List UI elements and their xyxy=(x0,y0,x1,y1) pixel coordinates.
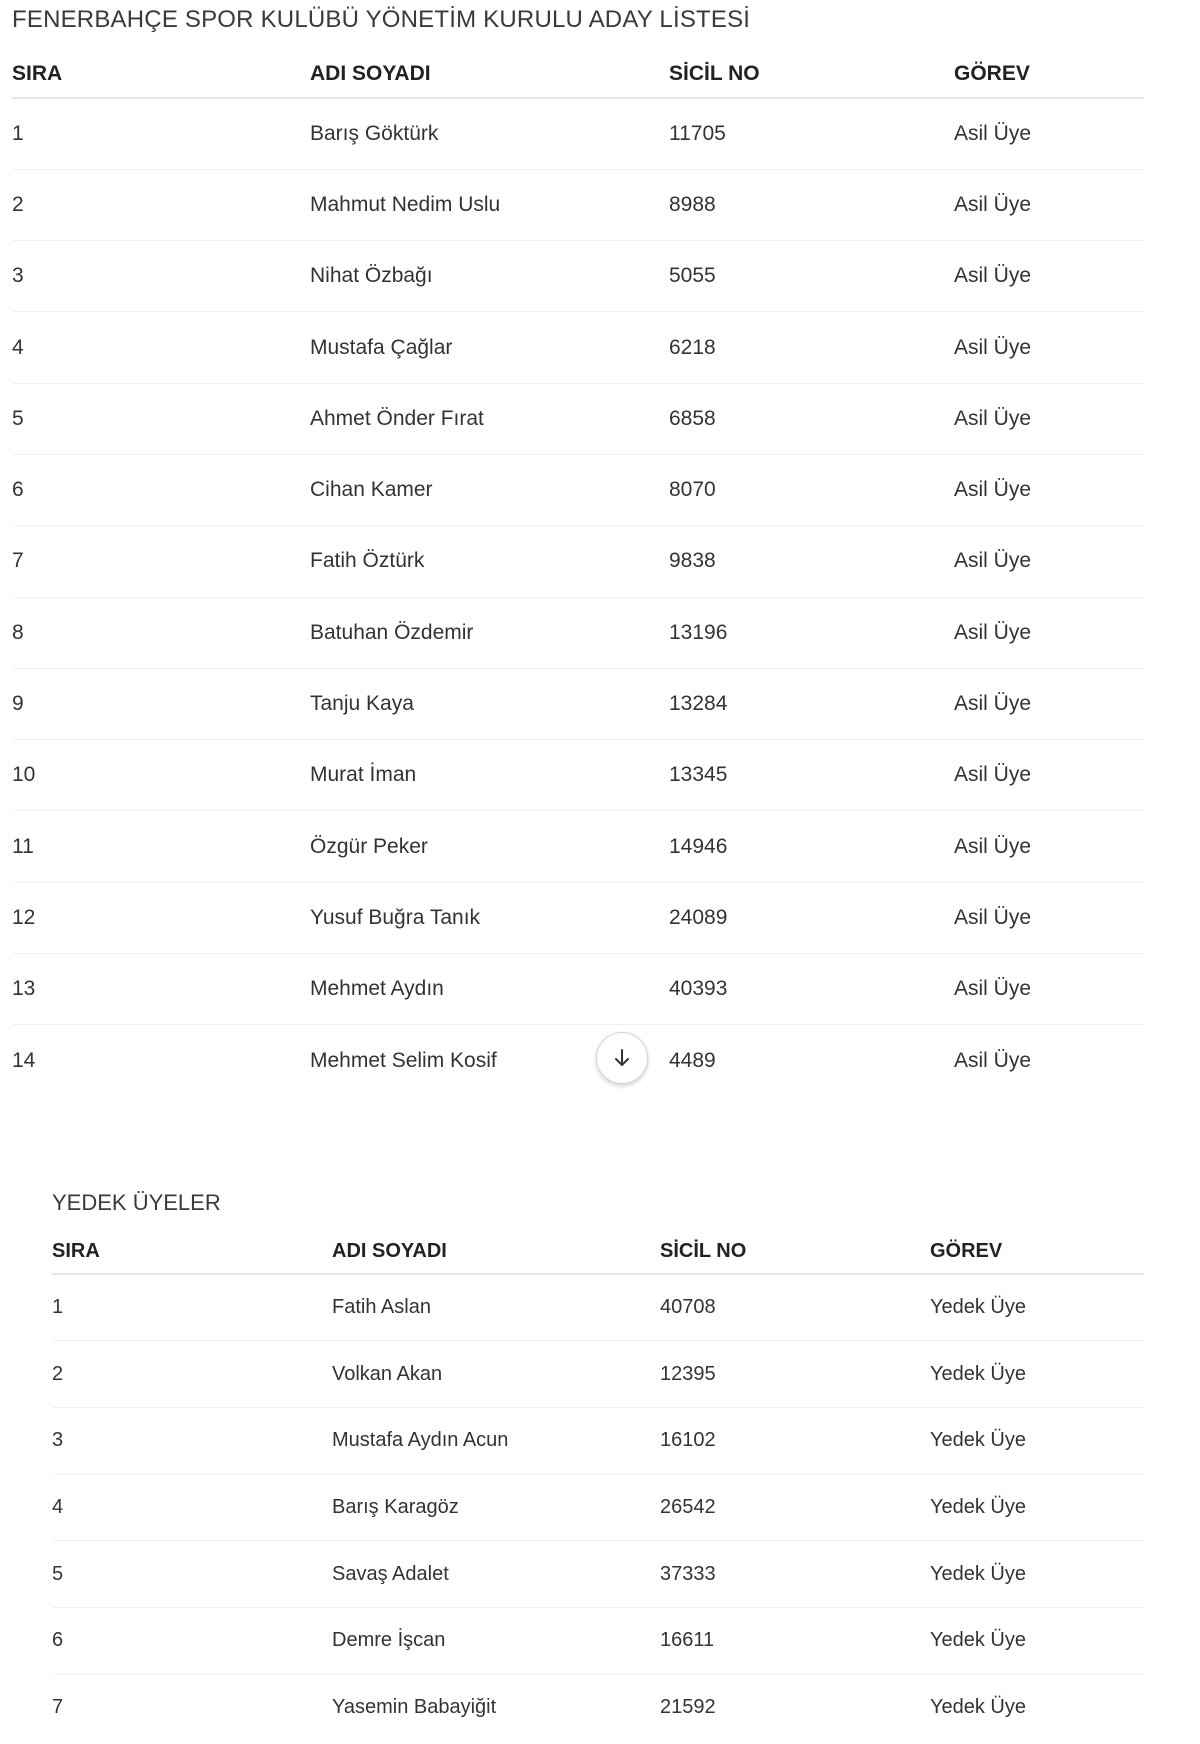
cell-gorev: Asil Üye xyxy=(954,335,1032,359)
cell-adi-soyadi: Mustafa Aydın Acun xyxy=(332,1429,509,1452)
cell-adi-soyadi: Ahmet Önder Fırat xyxy=(310,406,484,430)
cell-gorev: Asil Üye xyxy=(954,478,1032,502)
cell-sicil-no: 5055 xyxy=(669,264,716,288)
cell-adi-soyadi: Batuhan Özdemir xyxy=(310,620,474,644)
cell-sira: 9 xyxy=(12,692,24,716)
cell-sira: 13 xyxy=(12,977,36,1001)
cell-sira: 5 xyxy=(52,1562,64,1585)
table-row xyxy=(12,312,1144,383)
cell-sicil-no: 8988 xyxy=(669,192,716,216)
cell-sira: 10 xyxy=(12,763,36,787)
cell-gorev: Asil Üye xyxy=(954,834,1032,858)
cell-gorev: Asil Üye xyxy=(954,905,1032,929)
cell-adi-soyadi: Fatih Aslan xyxy=(332,1296,431,1319)
cell-adi-soyadi: Mehmet Aydın xyxy=(310,977,444,1001)
cell-gorev: Yedek Üye xyxy=(930,1429,1026,1452)
column-header-sira: SIRA xyxy=(12,61,63,85)
cell-adi-soyadi: Yasemin Babayiğit xyxy=(332,1696,497,1719)
cell-sira: 6 xyxy=(12,478,24,502)
cell-sira: 2 xyxy=(12,192,24,216)
cell-gorev: Asil Üye xyxy=(954,406,1032,430)
cell-sira: 1 xyxy=(12,121,24,145)
cell-sicil-no: 40708 xyxy=(660,1296,716,1319)
cell-adi-soyadi: Barış Karagöz xyxy=(332,1495,459,1518)
cell-adi-soyadi: Mehmet Selim Kosif xyxy=(310,1048,497,1072)
cell-adi-soyadi: Barış Göktürk xyxy=(310,121,439,145)
column-header-adi-soyadi: ADI SOYADI xyxy=(310,61,431,85)
cell-gorev: Asil Üye xyxy=(954,121,1032,145)
cell-adi-soyadi: Mahmut Nedim Uslu xyxy=(310,192,501,216)
cell-gorev: Asil Üye xyxy=(954,549,1032,573)
cell-gorev: Asil Üye xyxy=(954,1048,1032,1072)
cell-sicil-no: 14946 xyxy=(669,834,728,858)
cell-sira: 6 xyxy=(52,1629,64,1652)
table-row xyxy=(12,811,1144,882)
cell-sicil-no: 13284 xyxy=(669,692,728,716)
cell-sira: 14 xyxy=(12,1048,36,1072)
table-header-row xyxy=(52,1230,1144,1274)
table-row xyxy=(12,668,1144,739)
table-row xyxy=(12,954,1144,1025)
cell-gorev: Asil Üye xyxy=(954,192,1032,216)
column-header-sicil-no: SİCİL NO xyxy=(669,61,760,85)
cell-adi-soyadi: Yusuf Buğra Tanık xyxy=(310,905,481,929)
cell-sira: 3 xyxy=(12,264,24,288)
scroll-down-button[interactable] xyxy=(596,1032,648,1084)
table-row xyxy=(12,454,1144,525)
cell-sicil-no: 40393 xyxy=(669,977,728,1001)
cell-adi-soyadi: Murat İman xyxy=(310,763,417,787)
column-header-sicil-no: SİCİL NO xyxy=(660,1240,747,1262)
column-header-gorev: GÖREV xyxy=(954,61,1030,85)
cell-sira: 4 xyxy=(52,1495,64,1518)
cell-sira: 7 xyxy=(52,1696,64,1719)
table-row xyxy=(12,740,1144,811)
table-row xyxy=(52,1341,1144,1408)
table-row xyxy=(52,1407,1144,1474)
cell-sira: 11 xyxy=(12,834,34,858)
column-header-adi-soyadi: ADI SOYADI xyxy=(332,1240,447,1262)
page-title: FENERBAHÇE SPOR KULÜBÜ YÖNETİM KURULU ADAY LİSTESİ xyxy=(12,6,751,33)
cell-gorev: Asil Üye xyxy=(954,763,1032,787)
table-row xyxy=(12,169,1144,240)
cell-gorev: Asil Üye xyxy=(954,977,1032,1001)
cell-sicil-no: 21592 xyxy=(660,1696,716,1719)
cell-sicil-no: 13345 xyxy=(669,763,728,787)
cell-sira: 5 xyxy=(12,406,24,430)
cell-gorev: Asil Üye xyxy=(954,620,1032,644)
column-header-sira: SIRA xyxy=(52,1240,100,1262)
cell-sicil-no: 8070 xyxy=(669,478,716,502)
cell-sira: 7 xyxy=(12,549,24,573)
cell-gorev: Yedek Üye xyxy=(930,1629,1026,1652)
cell-gorev: Yedek Üye xyxy=(930,1696,1026,1719)
cell-adi-soyadi: Fatih Öztürk xyxy=(310,549,425,573)
cell-sicil-no: 26542 xyxy=(660,1495,716,1518)
cell-sira: 8 xyxy=(12,620,24,644)
table-row xyxy=(12,1025,1144,1096)
cell-sira: 12 xyxy=(12,905,36,929)
cell-sicil-no: 13196 xyxy=(669,620,728,644)
cell-sira: 3 xyxy=(52,1429,64,1452)
cell-sicil-no: 37333 xyxy=(660,1562,716,1585)
cell-gorev: Asil Üye xyxy=(954,692,1032,716)
cell-adi-soyadi: Özgür Peker xyxy=(310,834,428,858)
cell-gorev: Yedek Üye xyxy=(930,1495,1026,1518)
cell-adi-soyadi: Demre İşcan xyxy=(332,1629,446,1652)
cell-adi-soyadi: Cihan Kamer xyxy=(310,478,433,502)
cell-sicil-no: 6218 xyxy=(669,335,716,359)
table-header-row xyxy=(12,50,1144,98)
reserve-section-title: YEDEK ÜYELER xyxy=(52,1190,221,1215)
table-row xyxy=(52,1541,1144,1608)
cell-sicil-no: 4489 xyxy=(669,1048,716,1072)
candidate-table-body xyxy=(12,98,1144,1096)
cell-sicil-no: 6858 xyxy=(669,406,716,430)
table-row xyxy=(12,241,1144,312)
table-row xyxy=(52,1674,1144,1741)
reserve-table xyxy=(52,1230,1144,1741)
cell-adi-soyadi: Savaş Adalet xyxy=(332,1562,449,1585)
table-row xyxy=(12,597,1144,668)
cell-sira: 2 xyxy=(52,1362,64,1385)
cell-sicil-no: 24089 xyxy=(669,905,728,929)
column-header-gorev: GÖREV xyxy=(930,1240,1003,1262)
table-row xyxy=(52,1474,1144,1541)
cell-sicil-no: 16611 xyxy=(660,1629,715,1652)
cell-gorev: Yedek Üye xyxy=(930,1562,1026,1585)
arrow-down-icon xyxy=(610,1046,634,1070)
cell-adi-soyadi: Nihat Özbağı xyxy=(310,264,433,288)
cell-sira: 1 xyxy=(52,1296,64,1319)
cell-adi-soyadi: Tanju Kaya xyxy=(310,692,414,716)
table-row xyxy=(52,1274,1144,1341)
reserve-table-body xyxy=(52,1274,1144,1741)
cell-sicil-no: 12395 xyxy=(660,1362,716,1385)
table-row xyxy=(52,1607,1144,1674)
cell-sicil-no: 9838 xyxy=(669,549,716,573)
table-row xyxy=(12,383,1144,454)
cell-adi-soyadi: Volkan Akan xyxy=(332,1362,443,1385)
candidate-table xyxy=(12,50,1144,1096)
table-row xyxy=(12,98,1144,169)
cell-sicil-no: 16102 xyxy=(660,1429,716,1452)
cell-sicil-no: 11705 xyxy=(669,121,726,145)
table-row xyxy=(12,882,1144,953)
cell-adi-soyadi: Mustafa Çağlar xyxy=(310,335,453,359)
cell-sira: 4 xyxy=(12,335,24,359)
cell-gorev: Yedek Üye xyxy=(930,1362,1026,1385)
table-row xyxy=(12,526,1144,597)
cell-gorev: Yedek Üye xyxy=(930,1296,1026,1319)
cell-gorev: Asil Üye xyxy=(954,264,1032,288)
